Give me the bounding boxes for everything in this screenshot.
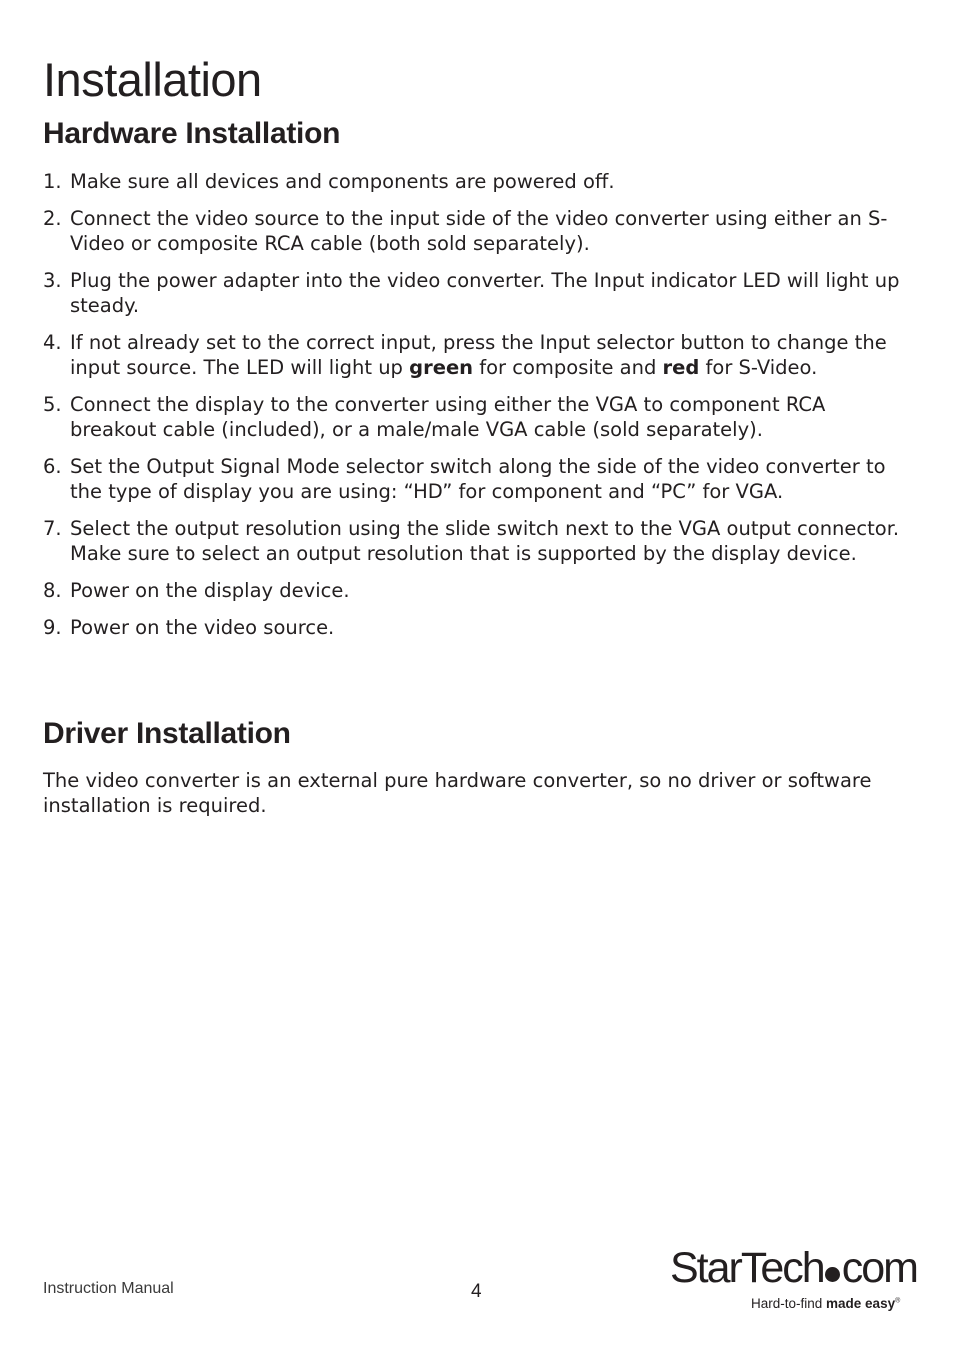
step-2 <box>43 206 918 256</box>
step-text: Connect the display to the converter using either the VGA to component RCA breakout cable (included), or a male/male VGA cable (sold separately). <box>70 393 826 441</box>
step-5 <box>43 392 918 442</box>
step-text: for composite and <box>473 356 663 379</box>
step-number: 3. <box>43 269 62 292</box>
registered-mark: ® <box>895 1297 901 1305</box>
driver-installation-text: The video converter is an external pure hardware converter, so no driver or software installation is required. <box>43 769 872 817</box>
step-9 <box>43 615 918 640</box>
step-text: Plug the power adapter into the video converter. The Input indicator LED will light up steady. <box>70 269 900 317</box>
step-text: Power on the video source. <box>70 616 335 639</box>
step-number: 1. <box>43 170 62 193</box>
logo-domain: com <box>841 1244 917 1292</box>
step-8 <box>43 578 918 603</box>
logo-name: StarTech <box>670 1244 824 1292</box>
footer-label: Instruction Manual <box>43 1280 174 1297</box>
step-number: 6. <box>43 455 62 478</box>
tagline-text: Hard-to-find <box>751 1296 827 1311</box>
page-title: Installation <box>43 53 262 106</box>
logo-wordmark <box>670 1240 917 1296</box>
logo-dot-icon <box>825 1267 840 1282</box>
page-number: 4 <box>471 1281 482 1302</box>
step-text: Set the Output Signal Mode selector switch along the side of the video converter to the type of display you are using: “HD” for component and “PC” for VGA. <box>70 455 886 503</box>
step-number: 5. <box>43 393 62 416</box>
step-number: 9. <box>43 616 62 639</box>
step-emphasis-red: red <box>662 356 700 379</box>
step-7 <box>43 516 918 566</box>
step-6 <box>43 454 918 504</box>
step-number: 4. <box>43 331 62 354</box>
step-text: Select the output resolution using the slide switch next to the VGA output connector. Make sure to select an output resolution that is supported by the display device. <box>70 517 900 565</box>
driver-installation-heading: Driver Installation <box>43 717 291 750</box>
logo-tagline <box>751 1296 900 1311</box>
startech-logo <box>670 1240 915 1320</box>
step-4 <box>43 330 918 380</box>
step-text: for S-Video. <box>699 356 818 379</box>
step-3 <box>43 268 918 318</box>
step-number: 7. <box>43 517 62 540</box>
step-text: Make sure all devices and components are powered off. <box>70 170 615 193</box>
step-text: If not already set to the correct input, press the Input selector button to change the input source. The LED will light up <box>70 331 887 379</box>
hardware-installation-heading: Hardware Installation <box>43 117 341 150</box>
step-text: Connect the video source to the input side of the video converter using either an S-Video or composite RCA cable (both sold separately). <box>70 207 888 255</box>
step-number: 2. <box>43 207 62 230</box>
step-text: Power on the display device. <box>70 579 350 602</box>
step-1 <box>43 169 918 194</box>
step-emphasis-green: green <box>409 356 474 379</box>
tagline-bold: made easy <box>826 1296 896 1311</box>
step-number: 8. <box>43 579 62 602</box>
hardware-steps-list <box>43 169 918 652</box>
